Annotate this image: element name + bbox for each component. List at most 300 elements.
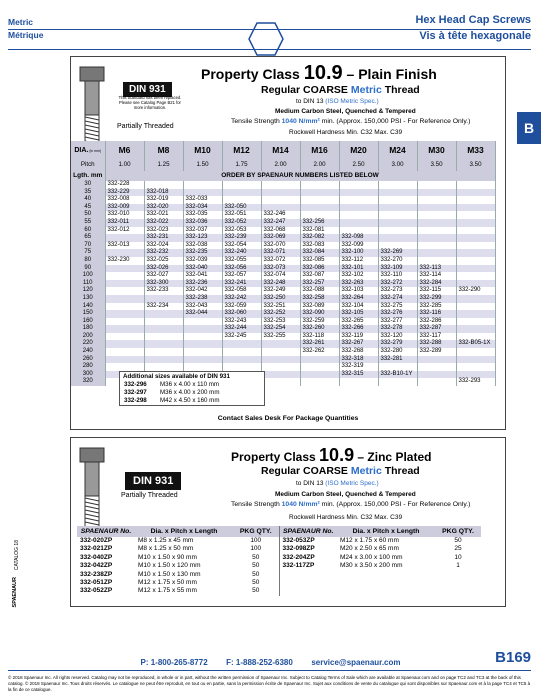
material-spec-2: Medium Carbon Steel, Quenched & Tempered [275,491,416,498]
part-number-cell[interactable]: 332-082 [300,234,339,242]
part-number-cell[interactable]: 332-269 [378,249,417,257]
part-number-cell [222,196,261,204]
part-number-cell [456,196,495,204]
part-number-cell [339,204,378,212]
table-row [71,287,495,295]
part-number-cell[interactable]: 332-265 [339,318,378,326]
part-number-cell[interactable]: 332-070 [261,242,300,250]
zinc-right-cell: 10 [454,553,462,561]
part-number-cell[interactable]: 332-232 [144,249,183,257]
zinc-left-cell: 50 [252,553,260,561]
part-number-cell[interactable]: 332-B05-1X [456,340,495,348]
part-number-cell [456,325,495,333]
part-number-cell [456,234,495,242]
part-number-cell[interactable]: 332-241 [222,280,261,288]
part-number-cell[interactable]: 332-115 [417,287,456,295]
part-number-cell [183,348,222,356]
part-number-cell[interactable]: 332-019 [144,196,183,204]
zinc-header-row [77,526,481,537]
part-number-cell [378,189,417,197]
part-number-cell [456,295,495,303]
part-number-cell[interactable]: 332-272 [378,280,417,288]
part-number-cell [417,371,456,379]
part-number-cell[interactable]: 332-260 [300,325,339,333]
length-cell: 100 [71,272,105,280]
part-number-cell[interactable]: 332-264 [339,295,378,303]
part-number-cell[interactable]: 332-099 [339,242,378,250]
part-number-cell[interactable]: 332-086 [300,265,339,273]
part-number-cell[interactable]: 332-009 [105,204,144,212]
part-number-cell[interactable]: 332-279 [378,340,417,348]
part-number-cell[interactable]: 332-026 [144,265,183,273]
dia-label: DIA. [74,147,89,154]
length-cell: 30 [71,181,105,189]
part-number-cell[interactable]: 332-299 [417,295,456,303]
part-number-cell[interactable]: 332-234 [144,303,183,311]
part-number-cell [222,181,261,189]
part-number-cell[interactable]: 332-236 [183,280,222,288]
table-row [71,310,495,318]
part-number-cell [105,348,144,356]
length-cell: 130 [71,295,105,303]
part-number-cell[interactable]: 332-100 [339,249,378,257]
zinc-right-cell: 50 [454,537,462,544]
length-cell: 240 [71,348,105,356]
pitch-cell: 2.00 [261,159,300,171]
part-number-cell[interactable]: 332-059 [222,303,261,311]
page-number: B169 [495,649,531,666]
part-number-cell[interactable]: 332-251 [261,303,300,311]
part-number-cell[interactable]: 332-039 [183,257,222,265]
part-number-cell[interactable]: 332-041 [183,272,222,280]
part-number-cell[interactable]: 332-233 [144,287,183,295]
part-number-cell[interactable]: 332-117 [417,333,456,341]
table-row [71,204,495,212]
part-number-cell[interactable]: 332-262 [300,348,339,356]
part-number-cell[interactable]: 332-275 [378,303,417,311]
part-number-cell[interactable]: 332-273 [378,287,417,295]
zinc-left-cell: 332-021ZP [80,545,113,553]
part-number-cell[interactable]: 332-300 [144,280,183,288]
part-number-cell[interactable]: 332-050 [222,204,261,212]
part-number-cell[interactable]: 332-104 [339,303,378,311]
part-number-cell[interactable]: 332-112 [339,257,378,265]
size-header-m6: M6 [105,141,144,159]
length-cell: 65 [71,234,105,242]
part-number-cell[interactable]: 332-081 [300,227,339,235]
zinc-right-cell: 332-098ZP [279,545,337,553]
additional-size-spec: M42 x 4.50 x 160 mm [160,397,220,404]
part-number-cell[interactable]: 332-118 [300,333,339,341]
part-number-cell[interactable]: 332-053 [222,227,261,235]
part-number-cell[interactable]: 332-289 [417,348,456,356]
part-number-cell[interactable]: 332-281 [378,356,417,364]
part-number-cell [300,181,339,189]
zinc-left-cell: M10 x 1.50 x 130 mm [138,570,201,578]
part-number-cell[interactable]: 332-087 [300,272,339,280]
part-number-cell[interactable]: 332-051 [222,211,261,219]
header-title-fr: Vis à tête hexagonale [419,30,531,42]
part-number-cell [456,249,495,257]
part-number-cell[interactable]: 332-315 [339,371,378,379]
part-number-cell[interactable]: 332-102 [339,272,378,280]
part-number-cell [417,249,456,257]
part-number-cell[interactable]: 332-055 [222,257,261,265]
part-number-cell[interactable]: 332-098 [339,234,378,242]
part-number-cell [105,249,144,257]
size-header-m16: M16 [300,141,339,159]
size-header-m30: M30 [417,141,456,159]
table-row [71,303,495,311]
part-number-cell [183,333,222,341]
part-number-cell [261,356,300,364]
part-number-cell [261,204,300,212]
title-suffix: – Plain Finish [342,66,437,82]
part-number-cell[interactable]: 332-011 [105,219,144,227]
part-number-cell[interactable]: 332-235 [183,249,222,257]
zinc-right-cell: M20 x 2.50 x 65 mm [340,545,399,553]
zinc-right-cell [435,587,481,595]
part-number-cell[interactable]: 332-228 [105,181,144,189]
part-number-cell [144,310,183,318]
part-number-cell [417,181,456,189]
part-number-cell[interactable]: 332-280 [378,348,417,356]
part-number-cell[interactable]: 332-278 [378,325,417,333]
zinc-header-cell: PKG QTY. [233,526,279,537]
part-number-cell [456,265,495,273]
part-number-cell[interactable]: 332-060 [222,310,261,318]
part-number-cell[interactable]: 332-256 [300,219,339,227]
part-number-cell[interactable]: 332-249 [261,287,300,295]
part-number-cell [105,340,144,348]
part-number-cell[interactable]: 332-105 [339,310,378,318]
rockwell-hardness-2: Rockwell Hardness Min. C32 Max. C39 [289,514,403,521]
part-number-cell[interactable]: 332-120 [378,333,417,341]
zinc-table-row [77,571,481,579]
part-number-cell[interactable]: 332-052 [222,219,261,227]
pitch-cell: 3.00 [378,159,417,171]
partially-threaded-label-2: Partially Threaded [121,492,178,499]
additional-size-row [120,397,264,405]
part-number-cell[interactable]: 332-071 [261,249,300,257]
part-number-cell[interactable]: 332-103 [339,287,378,295]
part-number-cell[interactable]: 332-268 [339,348,378,356]
length-label: Lgth. mm [71,171,105,181]
zinc-right-cell [279,571,337,579]
part-number-cell [261,181,300,189]
zinc-left-cell: M10 x 1.50 x 90 mm [138,553,197,561]
section2-subtitle [261,465,420,477]
part-number-cell[interactable]: 332-044 [183,310,222,318]
part-number-cell[interactable]: 332-238 [183,295,222,303]
part-number-cell[interactable]: 332-270 [378,257,417,265]
part-number-cell[interactable]: 332-043 [183,303,222,311]
subtitle-a: Regular COARSE [261,84,351,96]
part-number-cell[interactable]: 332-254 [261,325,300,333]
part-number-cell[interactable]: 332-090 [300,310,339,318]
part-number-cell[interactable]: 332-230 [105,257,144,265]
zinc-table-row [77,587,481,595]
part-number-cell[interactable]: 332-244 [222,325,261,333]
part-number-cell[interactable]: 332-114 [417,272,456,280]
part-number-cell [378,196,417,204]
zinc-header-cell: Dia. x Pitch x Length [135,526,233,537]
part-number-cell[interactable]: 332-058 [222,287,261,295]
additional-size-spec: M36 x 4.00 x 110 mm [160,381,220,388]
part-number-cell[interactable]: 332-056 [222,265,261,273]
part-number-cell [339,181,378,189]
table-row [71,257,495,265]
part-number-cell [378,219,417,227]
tensile2-b: 1040 N/mm² [281,501,320,508]
part-number-cell [456,204,495,212]
part-number-cell[interactable]: 332-110 [378,272,417,280]
to-din2-a: to DIN 13 [296,480,326,487]
part-number-cell[interactable]: 332-277 [378,318,417,326]
length-cell: 50 [71,211,105,219]
part-number-cell [261,371,300,379]
part-number-cell [339,196,378,204]
part-number-cell[interactable]: 332-253 [261,318,300,326]
din-label-2: DIN 931 [125,472,181,490]
length-cell: 70 [71,242,105,250]
part-number-cell [105,303,144,311]
part-number-cell[interactable]: 332-290 [456,287,495,295]
part-number-cell [222,189,261,197]
footer-contact [0,658,541,667]
part-number-cell[interactable]: 332-242 [222,295,261,303]
length-cell: 75 [71,249,105,257]
part-number-cell [300,189,339,197]
part-number-cell[interactable]: 332-013 [105,242,144,250]
zinc-left-cell: 332-052ZP [80,587,113,595]
footer-divider [8,670,531,671]
zinc-left-cell: 50 [252,570,260,578]
part-number-cell[interactable]: 332-089 [300,303,339,311]
length-cell: 150 [71,310,105,318]
part-number-cell[interactable]: 332-240 [222,249,261,257]
part-number-cell[interactable]: 332-116 [417,310,456,318]
part-number-cell[interactable]: 332-123 [183,234,222,242]
part-number-cell[interactable]: 332-259 [300,318,339,326]
part-number-cell[interactable]: 332-054 [222,242,261,250]
size-header-m24: M24 [378,141,417,159]
part-number-cell[interactable]: 332-250 [261,295,300,303]
partially-threaded-label: Partially Threaded [117,123,174,130]
part-number-cell[interactable]: 332-038 [183,242,222,250]
part-number-cell[interactable]: 332-255 [261,333,300,341]
part-number-cell [417,257,456,265]
part-number-cell[interactable]: 332-074 [261,272,300,280]
part-number-cell [144,333,183,341]
part-number-cell [417,227,456,235]
zinc-right-cell: 332-117ZP [279,562,337,570]
part-number-cell[interactable]: 332-263 [339,280,378,288]
part-number-cell [456,189,495,197]
part-number-cell[interactable]: 332-266 [339,325,378,333]
part-number-cell[interactable]: 332-073 [261,265,300,273]
part-number-cell [144,363,183,371]
length-cell: 180 [71,325,105,333]
bolt-partial-thread-icon-2 [77,446,107,530]
footer-email[interactable]: service@spaenaur.com [311,658,401,667]
part-number-cell [105,234,144,242]
part-number-cell[interactable]: 332-084 [300,249,339,257]
part-number-cell [378,234,417,242]
part-number-cell [144,181,183,189]
table-row [71,234,495,242]
length-cell: 280 [71,363,105,371]
part-number-cell [456,356,495,364]
part-number-cell [339,227,378,235]
footer-phone: P: 1-800-265-8772 [140,658,208,667]
part-number-cell[interactable]: 332-284 [417,280,456,288]
part-number-cell[interactable]: 332-034 [183,204,222,212]
part-number-cell[interactable]: 332-276 [378,310,417,318]
table-row [71,249,495,257]
part-number-cell[interactable]: 332-020 [144,204,183,212]
table-row [71,196,495,204]
length-cell: 55 [71,219,105,227]
part-number-cell[interactable]: 332-319 [339,363,378,371]
zinc-left-cell: 50 [252,562,260,570]
part-number-cell [339,189,378,197]
size-header-m12: M12 [222,141,261,159]
zinc-left-cell: 332-042ZP [80,562,113,570]
part-number-cell[interactable]: 332-024 [144,242,183,250]
part-number-cell[interactable]: 332-027 [144,272,183,280]
part-number-cell[interactable]: 332-018 [144,189,183,197]
length-cell: 120 [71,287,105,295]
additional-part-number: 332-296 [124,381,147,388]
header-title-en: Hex Head Cap Screws [415,14,531,26]
dia-unit: (in mm) [89,149,102,153]
part-number-cell [456,310,495,318]
zinc-table-row [77,579,481,587]
part-number-cell [261,378,300,386]
part-number-cell[interactable]: 332-101 [339,265,378,273]
part-number-cell[interactable]: 332-285 [417,303,456,311]
part-number-cell[interactable]: 332-113 [417,265,456,273]
title2-class: 10.9 [319,445,355,465]
subtitle2-b: Thread [381,465,420,477]
part-number-cell[interactable]: 332-010 [105,211,144,219]
part-number-cell[interactable]: 332-258 [300,295,339,303]
zinc-header-cell: SPAENAUR No. [77,526,135,537]
part-number-cell[interactable]: 332-119 [339,333,378,341]
part-number-cell[interactable]: 332-288 [417,340,456,348]
part-number-cell[interactable]: 332-318 [339,356,378,364]
part-number-cell[interactable]: 332-B10-1Y [378,371,417,379]
part-number-cell[interactable]: 332-035 [183,211,222,219]
zinc-right-cell [279,579,337,587]
part-number-cell[interactable]: 332-247 [261,219,300,227]
zinc-left-cell: 50 [252,579,260,587]
part-number-cell [144,340,183,348]
length-cell: 220 [71,340,105,348]
part-number-cell[interactable]: 332-085 [300,257,339,265]
part-number-cell[interactable]: 332-257 [300,280,339,288]
part-number-cell [105,280,144,288]
part-number-cell[interactable]: 332-036 [183,219,222,227]
part-number-cell[interactable]: 332-246 [261,211,300,219]
part-number-cell[interactable]: 332-248 [261,280,300,288]
length-cell: 35 [71,189,105,197]
part-number-cell[interactable]: 332-109 [378,265,417,273]
part-number-cell [183,318,222,326]
part-number-cell [222,363,261,371]
part-number-cell[interactable]: 332-072 [261,257,300,265]
length-cell: 300 [71,371,105,379]
table-row [71,265,495,273]
part-number-cell[interactable]: 332-229 [105,189,144,197]
part-number-cell[interactable]: 332-252 [261,310,300,318]
part-number-cell[interactable]: 332-040 [183,265,222,273]
pitch-cell: 2.50 [339,159,378,171]
part-number-cell[interactable]: 332-274 [378,295,417,303]
part-number-cell[interactable]: 332-245 [222,333,261,341]
part-number-cell [183,363,222,371]
part-number-cell [378,378,417,386]
zinc-header-cell: Dia. x Pitch x Length [337,526,435,537]
tensile-a: Tensile Strength [231,118,282,125]
part-number-cell [300,204,339,212]
table-row [71,181,495,189]
part-number-cell [144,348,183,356]
zinc-right-cell: M24 x 3.00 x 100 mm [340,553,403,561]
part-number-cell[interactable]: 332-293 [456,378,495,386]
part-number-cell[interactable]: 332-012 [105,227,144,235]
part-number-cell[interactable]: 332-231 [144,234,183,242]
part-number-cell[interactable]: 332-239 [222,234,261,242]
zinc-plated-panel [70,437,506,607]
part-number-cell [456,257,495,265]
part-number-cell[interactable]: 332-033 [183,196,222,204]
part-number-cell[interactable]: 332-021 [144,211,183,219]
part-number-cell[interactable]: 332-042 [183,287,222,295]
part-number-cell[interactable]: 332-083 [300,242,339,250]
din-note: This Standard has been replaced. Please see Catalog Page B21 for more information. [118,95,182,110]
table-row [71,340,495,348]
zinc-right-cell [435,579,481,587]
part-number-cell [183,325,222,333]
part-number-cell[interactable]: 332-068 [261,227,300,235]
table-row [71,189,495,197]
part-number-cell[interactable]: 332-057 [222,272,261,280]
part-number-cell[interactable]: 332-261 [300,340,339,348]
part-number-cell [300,371,339,379]
additional-part-number: 332-298 [124,397,147,404]
part-number-cell[interactable]: 332-286 [417,318,456,326]
part-number-cell[interactable]: 332-069 [261,234,300,242]
part-number-cell[interactable]: 332-267 [339,340,378,348]
zinc-table-row [77,562,481,570]
part-number-cell[interactable]: 332-287 [417,325,456,333]
part-number-cell [144,325,183,333]
part-number-cell[interactable]: 332-243 [222,318,261,326]
part-number-cell[interactable]: 332-088 [300,287,339,295]
tensile-b: 1040 N/mm² [281,118,320,125]
part-number-cell[interactable]: 332-022 [144,219,183,227]
part-number-cell[interactable]: 332-037 [183,227,222,235]
order-by-label: ORDER BY SPAENAUR NUMBERS LISTED BELOW [105,171,495,181]
subtitle2-a: Regular COARSE [261,465,351,477]
length-cell: 80 [71,257,105,265]
part-number-cell[interactable]: 332-025 [144,257,183,265]
part-number-cell[interactable]: 332-008 [105,196,144,204]
part-number-cell[interactable]: 332-023 [144,227,183,235]
part-number-cell [183,181,222,189]
